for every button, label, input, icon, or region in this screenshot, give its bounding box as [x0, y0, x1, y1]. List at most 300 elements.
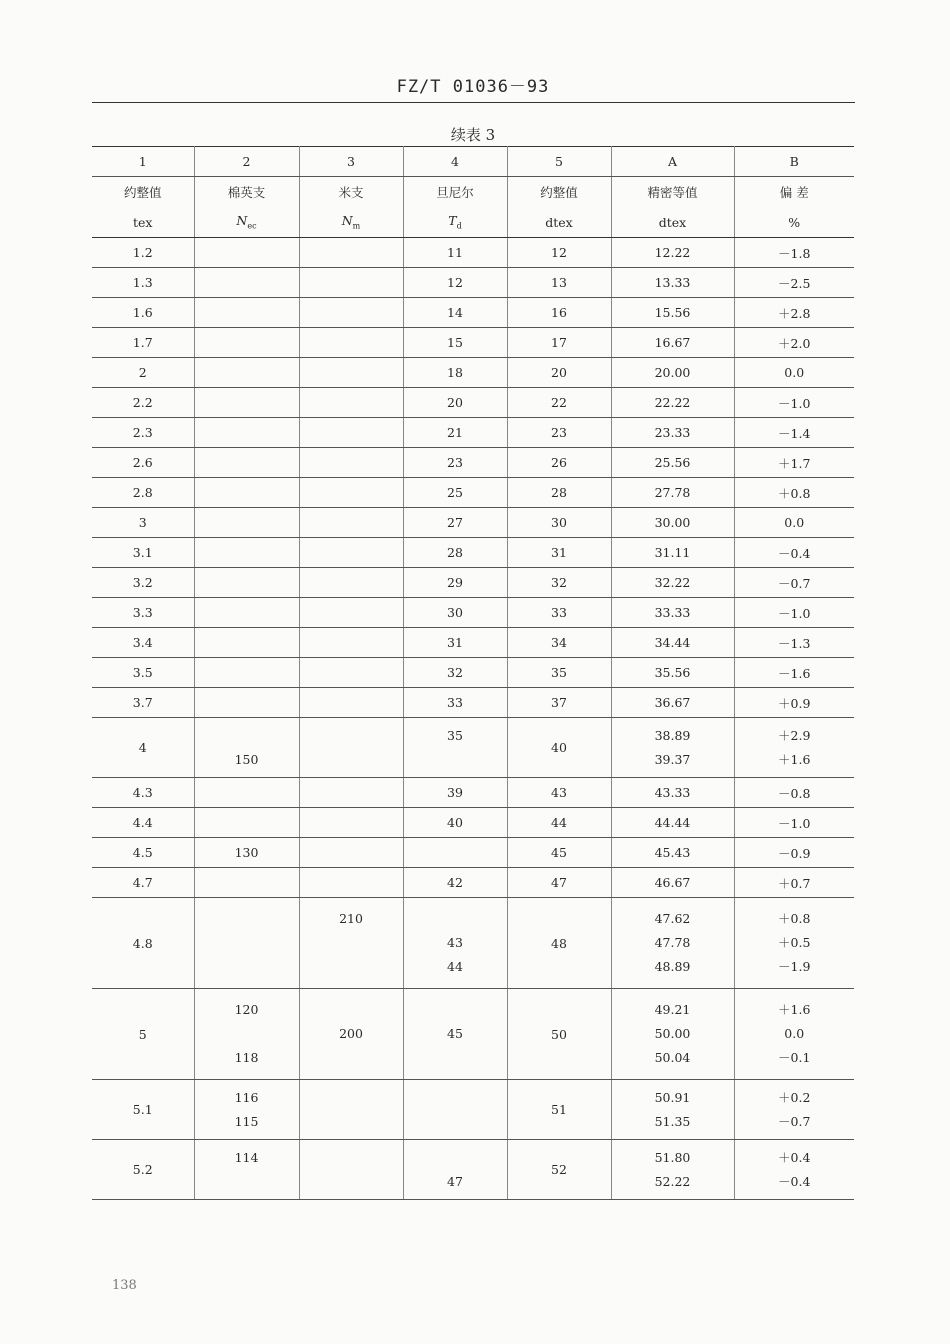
cell-stack [735, 718, 855, 777]
unit-subscript: d [456, 221, 462, 231]
exact-cell: 36.67 [611, 688, 734, 718]
exact-cell: 35.56 [611, 658, 734, 688]
td-cell [403, 718, 507, 778]
page-number: 138 [112, 1278, 137, 1293]
exact-cell: 27.78 [611, 478, 734, 508]
td-cell: 30 [403, 598, 507, 628]
conversion-table [92, 146, 854, 1200]
table-row [92, 898, 854, 989]
deviation-cell: －1.3 [734, 628, 854, 658]
tex-cell: 3.5 [92, 658, 194, 688]
td-cell: 12 [403, 268, 507, 298]
table-row [92, 688, 854, 718]
table-row [92, 538, 854, 568]
td-cell: 33 [403, 688, 507, 718]
nec-cell [194, 628, 299, 658]
exact-cell: 32.22 [611, 568, 734, 598]
cell-line: 210 [339, 911, 363, 926]
cell-line: 51.35 [654, 1113, 691, 1129]
unit-text: tex [133, 214, 153, 230]
nec-cell [194, 538, 299, 568]
exact-cell: 43.33 [611, 778, 734, 808]
header-rule [92, 102, 855, 103]
nm-cell [299, 1140, 403, 1200]
exact-cell: 25.56 [611, 448, 734, 478]
cell-line: 120 [234, 1002, 259, 1017]
deviation-cell: －0.7 [734, 568, 854, 598]
cell-line: 51.80 [654, 1149, 691, 1165]
nm-cell [299, 778, 403, 808]
deviation-cell: －1.6 [734, 658, 854, 688]
exact-cell [611, 1140, 734, 1200]
cell-line: 44 [447, 959, 463, 974]
cell-line [404, 998, 507, 1022]
nec-cell [194, 989, 299, 1080]
deviation-cell [734, 1080, 854, 1140]
nm-cell [299, 718, 403, 778]
td-cell: 42 [403, 868, 507, 898]
nec-cell [194, 328, 299, 358]
deviation-cell [734, 1140, 854, 1200]
cell-line [195, 1022, 299, 1046]
exact-cell [611, 1080, 734, 1140]
col-unit-cell: % [734, 207, 854, 238]
col-unit-cell [194, 207, 299, 238]
tex-cell: 1.3 [92, 268, 194, 298]
col-unit-cell: dtex [611, 207, 734, 238]
cell-line: ＋0.5 [778, 935, 811, 950]
table-row [92, 388, 854, 418]
unit-text [236, 213, 257, 231]
column-unit-row [92, 207, 854, 238]
cell-stack [735, 898, 855, 988]
exact-cell: 44.44 [611, 808, 734, 838]
deviation-cell: 0.0 [734, 508, 854, 538]
nec-cell [194, 358, 299, 388]
cell-line: ＋0.8 [778, 911, 811, 926]
cell-line [300, 955, 403, 979]
standard-code-header: FZ/T 01036－93 [396, 77, 550, 97]
dtex-cell: 44 [507, 808, 611, 838]
col-number-cell: A [611, 147, 734, 177]
tex-cell: 4.5 [92, 838, 194, 868]
dtex-cell: 31 [507, 538, 611, 568]
exact-cell: 31.11 [611, 538, 734, 568]
col-unit-cell [403, 207, 507, 238]
cell-stack [404, 989, 507, 1079]
nec-cell [194, 268, 299, 298]
cell-line: －0.7 [778, 1113, 811, 1129]
dtex-cell: 48 [507, 898, 611, 989]
cell-line: 0.0 [784, 1026, 805, 1041]
table-row [92, 989, 854, 1080]
column-number-row [92, 147, 854, 177]
nm-cell [299, 898, 403, 989]
col-name-cell: 偏 差 [734, 177, 854, 208]
dtex-cell: 30 [507, 508, 611, 538]
col-name-cell: 旦尼尔 [403, 177, 507, 208]
deviation-cell: －1.0 [734, 388, 854, 418]
nm-cell [299, 868, 403, 898]
nec-cell [194, 808, 299, 838]
deviation-cell: ＋1.7 [734, 448, 854, 478]
tex-cell: 4.8 [92, 898, 194, 989]
tex-cell: 3.2 [92, 568, 194, 598]
nm-cell [299, 448, 403, 478]
cell-stack [404, 1140, 507, 1199]
table-row [92, 718, 854, 778]
nec-cell [194, 1080, 299, 1140]
deviation-cell: 0.0 [734, 358, 854, 388]
tex-cell: 1.7 [92, 328, 194, 358]
tex-cell: 3 [92, 508, 194, 538]
unit-text [448, 213, 462, 231]
nec-cell [194, 478, 299, 508]
dtex-cell: 35 [507, 658, 611, 688]
dtex-cell: 17 [507, 328, 611, 358]
dtex-cell: 23 [507, 418, 611, 448]
cell-stack [195, 1140, 299, 1199]
col-name-cell: 约整值 [507, 177, 611, 208]
cell-line: ＋2.9 [778, 727, 811, 743]
nm-cell [299, 598, 403, 628]
dtex-cell: 22 [507, 388, 611, 418]
exact-cell: 30.00 [611, 508, 734, 538]
col-unit-cell [299, 207, 403, 238]
tex-cell: 5.2 [92, 1140, 194, 1200]
tex-cell: 4.7 [92, 868, 194, 898]
cell-line: ＋0.2 [778, 1089, 811, 1105]
cell-line [404, 907, 507, 931]
col-number-cell: B [734, 147, 854, 177]
dtex-cell: 40 [507, 718, 611, 778]
table-row [92, 298, 854, 328]
nec-cell [194, 658, 299, 688]
tex-cell: 2 [92, 358, 194, 388]
col-number-cell: 3 [299, 147, 403, 177]
nec-cell [194, 508, 299, 538]
td-cell: 29 [403, 568, 507, 598]
deviation-cell: －2.5 [734, 268, 854, 298]
dtex-cell: 16 [507, 298, 611, 328]
cell-stack [612, 898, 734, 988]
cell-stack [404, 898, 507, 988]
table-row [92, 268, 854, 298]
tex-cell: 2.8 [92, 478, 194, 508]
deviation-cell: ＋2.0 [734, 328, 854, 358]
deviation-cell: ＋2.8 [734, 298, 854, 328]
cell-line: 43 [447, 935, 463, 950]
table-row [92, 478, 854, 508]
tex-cell: 1.2 [92, 238, 194, 268]
exact-cell: 22.22 [611, 388, 734, 418]
td-cell [403, 838, 507, 868]
cell-line: －1.9 [778, 959, 811, 974]
cell-line [404, 1146, 507, 1170]
nec-cell [194, 418, 299, 448]
dtex-cell: 43 [507, 778, 611, 808]
nm-cell [299, 238, 403, 268]
nec-cell [194, 1140, 299, 1200]
nm-cell [299, 658, 403, 688]
nm-cell [299, 478, 403, 508]
dtex-cell: 51 [507, 1080, 611, 1140]
nec-cell [194, 298, 299, 328]
tex-cell: 1.6 [92, 298, 194, 328]
deviation-cell: ＋0.7 [734, 868, 854, 898]
tex-cell: 3.3 [92, 598, 194, 628]
nec-cell [194, 898, 299, 989]
deviation-cell [734, 718, 854, 778]
cell-line [404, 1046, 507, 1070]
deviation-cell: －0.4 [734, 538, 854, 568]
col-name-cell: 精密等值 [611, 177, 734, 208]
cell-line: ＋1.6 [778, 1002, 811, 1017]
cell-line: －0.4 [778, 1173, 811, 1189]
nm-cell [299, 298, 403, 328]
col-name-cell: 约整值 [92, 177, 194, 208]
dtex-cell: 50 [507, 989, 611, 1080]
cell-line: 47 [447, 1173, 463, 1189]
deviation-cell [734, 989, 854, 1080]
nec-cell [194, 448, 299, 478]
cell-line [404, 748, 507, 772]
deviation-cell: －0.9 [734, 838, 854, 868]
cell-stack [612, 718, 734, 777]
cell-line: 116 [234, 1089, 259, 1105]
table-row [92, 598, 854, 628]
td-cell: 25 [403, 478, 507, 508]
cell-line: 48.89 [654, 959, 691, 974]
cell-line: 47.62 [654, 911, 691, 926]
cell-line [300, 931, 403, 955]
exact-cell: 46.67 [611, 868, 734, 898]
dtex-cell: 20 [507, 358, 611, 388]
cell-stack [195, 989, 299, 1079]
deviation-cell [734, 898, 854, 989]
table-row [92, 808, 854, 838]
dtex-cell: 13 [507, 268, 611, 298]
exact-cell: 12.22 [611, 238, 734, 268]
dtex-cell: 26 [507, 448, 611, 478]
cell-line: 200 [339, 1026, 363, 1041]
cell-line [195, 1170, 299, 1194]
dtex-cell: 52 [507, 1140, 611, 1200]
nec-cell [194, 238, 299, 268]
deviation-cell: ＋0.8 [734, 478, 854, 508]
cell-line: 118 [234, 1050, 259, 1065]
cell-line: 39.37 [654, 751, 691, 767]
cell-stack [300, 898, 403, 988]
table-row [92, 628, 854, 658]
col-name-cell: 棉英支 [194, 177, 299, 208]
table-row [92, 418, 854, 448]
table-row [92, 508, 854, 538]
deviation-cell: －1.0 [734, 598, 854, 628]
table-row [92, 568, 854, 598]
unit-subscript: m [352, 221, 361, 231]
nm-cell [299, 628, 403, 658]
td-cell: 31 [403, 628, 507, 658]
tex-cell: 3.1 [92, 538, 194, 568]
td-cell: 23 [403, 448, 507, 478]
deviation-cell: －1.0 [734, 808, 854, 838]
nm-cell [299, 1080, 403, 1140]
col-number-cell: 4 [403, 147, 507, 177]
td-cell: 11 [403, 238, 507, 268]
table-row [92, 868, 854, 898]
col-unit-cell [92, 207, 194, 238]
exact-cell [611, 989, 734, 1080]
dtex-cell: 28 [507, 478, 611, 508]
nm-cell [299, 268, 403, 298]
table-row [92, 448, 854, 478]
column-name-row [92, 177, 854, 208]
cell-stack [612, 1140, 734, 1199]
cell-line: 115 [234, 1113, 259, 1129]
td-cell: 40 [403, 808, 507, 838]
nm-cell [299, 388, 403, 418]
td-cell [403, 1080, 507, 1140]
col-number-cell: 2 [194, 147, 299, 177]
cell-line [300, 998, 403, 1022]
nm-cell [299, 808, 403, 838]
table-row [92, 238, 854, 268]
tex-cell: 5.1 [92, 1080, 194, 1140]
cell-line: 47.78 [654, 935, 691, 950]
table-row [92, 658, 854, 688]
nm-cell [299, 508, 403, 538]
td-cell: 15 [403, 328, 507, 358]
cell-line: 45 [447, 1026, 463, 1041]
nec-cell [194, 388, 299, 418]
table-row [92, 328, 854, 358]
tex-cell: 4.3 [92, 778, 194, 808]
cell-stack [735, 989, 855, 1079]
cell-line: 50.00 [654, 1026, 691, 1041]
dtex-cell: 47 [507, 868, 611, 898]
tex-cell: 4 [92, 718, 194, 778]
cell-stack [195, 1080, 299, 1139]
cell-stack [735, 1140, 855, 1199]
dtex-cell: 33 [507, 598, 611, 628]
cell-stack [735, 1080, 855, 1139]
exact-cell: 13.33 [611, 268, 734, 298]
dtex-cell: 45 [507, 838, 611, 868]
tex-cell: 4.4 [92, 808, 194, 838]
td-cell: 28 [403, 538, 507, 568]
nm-cell [299, 418, 403, 448]
cell-line: 49.21 [654, 1002, 691, 1017]
unit-text [341, 213, 361, 231]
dtex-cell: 32 [507, 568, 611, 598]
tex-cell: 3.7 [92, 688, 194, 718]
tex-cell: 2.3 [92, 418, 194, 448]
cell-line: 50.91 [654, 1089, 691, 1105]
cell-line: ＋1.6 [778, 751, 811, 767]
table-row [92, 1080, 854, 1140]
nm-cell [299, 358, 403, 388]
nec-cell [194, 868, 299, 898]
nm-cell [299, 538, 403, 568]
tex-cell: 2.6 [92, 448, 194, 478]
exact-cell: 45.43 [611, 838, 734, 868]
exact-cell: 23.33 [611, 418, 734, 448]
td-cell [403, 898, 507, 989]
table-body [92, 147, 854, 1200]
td-cell: 39 [403, 778, 507, 808]
td-cell [403, 1140, 507, 1200]
td-cell: 14 [403, 298, 507, 328]
td-cell [403, 989, 507, 1080]
cell-line: －0.1 [778, 1050, 811, 1065]
dtex-cell: 12 [507, 238, 611, 268]
exact-cell [611, 898, 734, 989]
tex-cell: 2.2 [92, 388, 194, 418]
deviation-cell: ＋0.9 [734, 688, 854, 718]
table-row [92, 838, 854, 868]
nm-cell [299, 328, 403, 358]
nm-cell [299, 688, 403, 718]
deviation-cell: －1.4 [734, 418, 854, 448]
tex-cell: 3.4 [92, 628, 194, 658]
nec-cell [194, 688, 299, 718]
cell-line: ＋0.4 [778, 1149, 811, 1165]
cell-line: 35 [447, 727, 463, 743]
td-cell: 27 [403, 508, 507, 538]
cell-stack [300, 989, 403, 1079]
cell-stack [612, 989, 734, 1079]
exact-cell: 34.44 [611, 628, 734, 658]
nm-cell [299, 568, 403, 598]
deviation-cell: －0.8 [734, 778, 854, 808]
deviation-cell: －1.8 [734, 238, 854, 268]
tex-cell: 5 [92, 989, 194, 1080]
td-cell: 21 [403, 418, 507, 448]
td-cell: 32 [403, 658, 507, 688]
nec-cell [194, 718, 299, 778]
td-cell: 18 [403, 358, 507, 388]
dtex-cell: 37 [507, 688, 611, 718]
exact-cell: 15.56 [611, 298, 734, 328]
td-cell: 20 [403, 388, 507, 418]
nec-cell [194, 598, 299, 628]
exact-cell [611, 718, 734, 778]
cell-stack [612, 1080, 734, 1139]
cell-line [195, 724, 299, 748]
nm-cell [299, 838, 403, 868]
col-name-cell: 米支 [299, 177, 403, 208]
cell-line: 50.04 [654, 1050, 691, 1065]
col-number-cell: 5 [507, 147, 611, 177]
nm-cell [299, 989, 403, 1080]
exact-cell: 16.67 [611, 328, 734, 358]
cell-line: 150 [234, 751, 259, 767]
table-row [92, 358, 854, 388]
exact-cell: 20.00 [611, 358, 734, 388]
nec-cell [194, 778, 299, 808]
table-caption: 续表 3 [450, 126, 496, 144]
cell-line: 38.89 [654, 727, 691, 743]
unit-subscript: ec [247, 221, 257, 231]
cell-stack [404, 718, 507, 777]
col-unit-cell: dtex [507, 207, 611, 238]
unit-symbol: N [341, 213, 353, 229]
nec-cell: 130 [194, 838, 299, 868]
table-row [92, 1140, 854, 1200]
unit-symbol: T [448, 213, 457, 229]
col-number-cell: 1 [92, 147, 194, 177]
